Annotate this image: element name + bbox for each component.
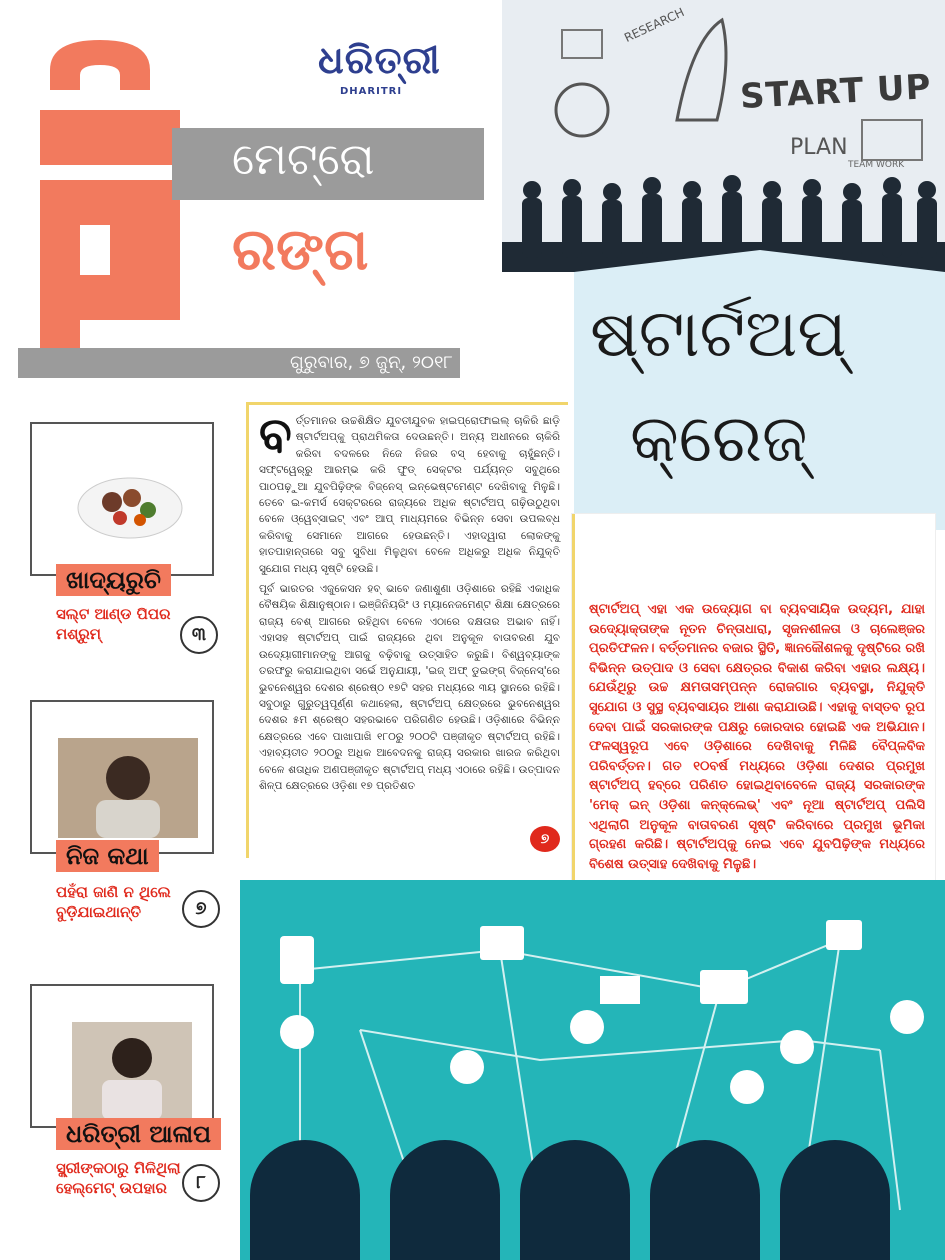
play-icon (280, 1015, 314, 1049)
photo-team-label: TEAM WORK (848, 160, 905, 170)
photo-startup-label: START UP (739, 67, 933, 117)
person-head-silhouette (250, 1140, 360, 1260)
main-article (246, 402, 568, 858)
email-icon (780, 1030, 814, 1064)
section-title: ରଙ୍ଗ (232, 215, 369, 283)
teaser-page-number: ୩ (180, 616, 218, 654)
network-illustration (240, 880, 945, 1260)
newspaper-logo: ଧରିତ୍ରୀ (318, 38, 441, 82)
teaser-text-alapa[interactable]: ସ୍କ୍ରୀଙ୍କଠାରୁ ମିଳିଥିଲା ହେଲ୍‌ମେଟ୍ ଉପହାର (56, 1159, 181, 1197)
highlight-text: ଷ୍ଟାର୍ଟଅପ୍ ଏହା ଏକ ଉଦ୍ୟୋଗ ବା ବ୍ୟବସାୟିକ ଉଦ୍ୟମ, ଯାହା ଉଦ୍ୟୋକ୍ତାଙ୍କ ନୂତନ ଚିନ୍ତାଧାରା, ସୃଜନଶୀଳତା ଓ ଚାଲେଞ୍ଜର ପ୍ରତିଫଳନ। ବର୍ତ୍ତମାନର ବଜାର ସ୍ଥିତି, ଜ୍ଞାନକୌଶଳକୁ ଦୃଷ୍ଟିରେ ରଖି ବିଭିନ୍ନ ଉତ୍ପାଦ ଓ ସେବା କ୍ଷେତ୍ରର ବିକାଶ କରିବା ଏହାର ଲକ୍ଷ୍ୟ। ଯେଉଁଥିରୁ ଉଚ୍ଚ କ୍ଷମତାସମ୍ପନ୍ନ ରୋଜଗାର ବ୍ୟବସ୍ଥା, ନିଯୁକ୍ତି ସୁଯୋଗ ଓ ସୁସ୍ଥ ବ୍ୟବସାୟର ଆଶା କରାଯାଉଛି। ଏହାକୁ ବାସ୍ତବ ରୂପ ଦେବା ପାଇଁ ସରକାରଙ୍କ ପକ୍ଷରୁ ଜୋରଦାର ହୋଇଛି ଏକ ଅଭିଯାନ। ଫଳସ୍ୱରୂପ ଏବେ ଓଡ଼ିଶାରେ ଦେଖିବାକୁ ମିଳିଛି ବୈପ୍ଳବିକ ପରିବର୍ତ୍ତନ। ଗତ ୧୦ବର୍ଷ ମଧ୍ୟରେ ଓଡ଼ିଶା ଦେଶର ପ୍ରମୁଖ ଷ୍ଟାର୍ଟଅପ୍ ହବ୍‌ରେ ପରିଣତ ହୋଇଥିବାବେଳେ ରାଜ୍ୟ ସରକାରଙ୍କ 'ମେକ୍ ଇନ୍ ଓଡ଼ିଶା କନ୍‌କ୍ଲେଭ୍' ଏବଂ ନୂଆ ଷ୍ଟାର୍ଟଅପ୍ ପଲିସି ଏଥିଲାଗି ଅନୁକୂଳ ବାତାବରଣ ସୃଷ୍ଟି କରିବାରେ ପ୍ରମୁଖ ଭୂମିକା ଗ୍ରହଣ କରିଛି। ଷ୍ଟାର୍ଟଅପ୍‌କୁ ନେଇ ଏବେ ଯୁବପିଢ଼ିଙ୍କ ମଧ୍ୟରେ ବିଶେଷ ଉତ୍ସାହ ଦେଖିବାକୁ ମିଳୁଛି। (589, 602, 925, 872)
person-head-silhouette (780, 1140, 890, 1260)
cross-icon: ✕ (192, 300, 214, 330)
issue-date: ଗୁରୁବାର, ୭ ଜୁନ୍, ୨୦୧୮ (290, 352, 453, 373)
teaser-page-number: ୮ (182, 1164, 220, 1202)
portrait-photo (72, 1022, 192, 1120)
photo-research-label: RESEARCH (622, 5, 687, 45)
teaser-box-food[interactable] (30, 422, 214, 576)
teaser-page-number: ୭ (182, 890, 220, 928)
portrait-photo (58, 738, 198, 838)
teaser-box-nija-katha[interactable] (30, 700, 214, 854)
continued-page-badge[interactable]: ୭ (530, 826, 560, 852)
globe-icon (730, 1070, 764, 1104)
person-head-silhouette (390, 1140, 500, 1260)
food-plate-image (70, 458, 190, 548)
person-head-silhouette (520, 1140, 630, 1260)
article-dropcap: ବ (259, 407, 292, 463)
photo-plan-label: PLAN (790, 135, 848, 160)
cross-icon: ✕ (192, 270, 214, 300)
article-paragraph: ପୂର୍ବ ଭାରତର ଏଜୁକେସନ ହବ୍ ଭାବେ ଜଣାଶୁଣା ଓଡ଼ିଶାରେ ରହିଛି ଏକାଧିକ ବୈଷୟିକ ଶିକ୍ଷାନୁଷ୍ଠାନ। ଇଞ୍ଜିନିୟରିଂ ଓ ମ୍ୟାନେଜମେଣ୍ଟ ଶିକ୍ଷା କ୍ଷେତ୍ରରେ ରାଜ୍ୟ ବେଶ୍ ଆଗରେ ରହିଥିବା ବେଳେ ଏଠାରେ ଦକ୍ଷତାର ଅଭାବ ନାହିଁ। ଏହାସହ ଷ୍ଟାର୍ଟଅପ୍ ପାଇଁ ରାଜ୍ୟରେ ଥିବା ଅନୁକୂଳ ବାତାବରଣ ଯୁବ ଉଦ୍ୟୋଗୀମାନଙ୍କୁ ଆଗକୁ ବଢ଼ିବାକୁ ଉତ୍ସାହିତ କରୁଛି। ବିଶ୍ୱବ୍ୟାଙ୍କ ତରଫରୁ କରାଯାଇଥିବା ସର୍ଭେ ଅନୁଯାୟୀ, 'ଇଜ୍ ଅଫ୍ ଡୁଇଙ୍ଗ୍ ବିଜ୍‌ନେସ୍'ରେ ଭୁବନେଶ୍ୱର ଦେଶର ଶ୍ରେଷ୍ଠ ୧୭ଟି ସହର ମଧ୍ୟରେ ୩ୟ ସ୍ଥାନରେ ରହିଛି। ସବୁଠାରୁ ଗୁରୁତ୍ୱପୂର୍ଣ୍ଣ କଥାହେଲା, ଷ୍ଟାର୍ଟଅପ୍ କ୍ଷେତ୍ରରେ ଭୁବନେଶ୍ୱର ଦେଶର ୫ମ ଶ୍ରେଷ୍ଠ ସହରଭାବେ ପରିଗଣିତ ହେଉଛି। ଓଡ଼ିଶାରେ ବିଭିନ୍ନ କ୍ଷେତ୍ରରେ ଏବେ ପାଖାପାଖି ୧୮୦ରୁ ୨୦୦ଟି ପଞ୍ଜୀକୃତ ଷ୍ଟାର୍ଟଅପ୍ ରହିଛି। ଏହାବ୍ୟତୀତ ୨୦୦ରୁ ଅଧିକ ଆବେଦନକୁ ରାଜ୍ୟ ସରକାର ଖାରଜ କରିଥିବା ବେଳେ ଶତାଧିକ ଅଣପଞ୍ଜୀକୃତ ଷ୍ଟାର୍ଟଅପ୍ ମଧ୍ୟ ଏଠାରେ ରହିଛି। ଉତ୍ପାଦନ ଶିଳ୍ପ କ୍ଷେତ୍ରରେ ଓଡ଼ିଶା ୧୭ ପ୍ରତିଶତ (259, 583, 560, 792)
teaser-text-food[interactable]: ସଲ୍‌ଟ ଆଣ୍ଡ ପିପର ମଶ୍ରୁମ୍ (56, 605, 171, 643)
person-head-silhouette (650, 1140, 760, 1260)
section-prefix: ମେଟ୍ରୋ (232, 134, 375, 185)
teaser-box-alapa[interactable] (30, 984, 214, 1128)
teaser-label-alapa[interactable]: ଧରିତ୍ରୀ ଆଳାପ (56, 1118, 221, 1150)
article-paragraph: ର୍ତ୍ତମାନର ଉଚ୍ଚଶିକ୍ଷିତ ଯୁବତୀଯୁବକ ହାଇପ୍ରୋଫାଇଲ୍ ଚାକିରି ଛାଡ଼ି ଷ୍ଟାର୍ଟଅପ୍‌କୁ ପ୍ରାଥମିକତା ଦେଉଛନ୍ତି। ଅନ୍ୟ ଅଧୀନରେ ଚାକିରି କରିବା ବଦଳରେ ନିଜେ ନିଜର ବସ୍ ହେବାକୁ ଚାହୁଁଛନ୍ତି। ସଫ୍‌ଟୱେର୍‌ରୁ ଆରମ୍ଭ କରି ଫୁଡ୍ ସେକ୍ଟର ପର୍ଯ୍ୟନ୍ତ ସବୁଥିରେ ପାଠପଢ଼ୁଆ ଯୁବପିଢ଼ିଙ୍କ ବିଜ୍‌ନେସ୍ ଇନ୍‌ଭେଷ୍ଟମେଣ୍ଟ ଦେଖିବାକୁ ମିଳୁଛି। ତେବେ ଇ-କମର୍ସ ସେକ୍ଟରରେ ରାଜ୍ୟରେ ଅଧିକ ଷ୍ଟାର୍ଟଅପ୍ ଗଢ଼ିଉଠୁଥିବା ବେଳେ ଓ୍ୱେବ୍‌ସାଇଟ୍ ଏବଂ ଆପ୍ ମାଧ୍ୟମରେ ବିଭିନ୍ନ ସେବା ଉପଲବ୍ଧ କରିବାକୁ ସେମାନେ ଆଗରେ ହେଉଛନ୍ତି। ଏହାଦ୍ୱାରା ଲୋକଙ୍କୁ ହାତପାହାନ୍ତାରେ ସବୁ ସୁବିଧା ମିଳୁଥିବା ବେଳେ ଅଧିକରୁ ଅଧିକ ନିଯୁକ୍ତି ସୁଯୋଗ ମଧ୍ୟ ସୃଷ୍ଟି ହେଉଛି। (259, 415, 560, 575)
teaser-label-nija-katha[interactable]: ନିଜ କଥା (56, 840, 159, 872)
newspaper-logo-latin: DHARITRI (340, 86, 403, 97)
section-glyph-graphic (20, 30, 180, 370)
person-icon (570, 1010, 604, 1044)
banner-notch-graphic (574, 250, 945, 290)
headline-line-1: ଷ୍ଟାର୍ଟଅପ୍ (590, 295, 847, 372)
cloud-icon (890, 1000, 924, 1034)
headline-line-2: କ୍ରେଜ୍ (630, 400, 808, 477)
chart-icon (450, 1050, 484, 1084)
teaser-label-food[interactable]: ଖାଦ୍ୟରୁଚି (56, 564, 171, 596)
startup-photo (502, 0, 945, 272)
cross-icon: ✕ (192, 238, 214, 268)
teaser-text-nija-katha[interactable]: ପହଁରା ଜାଣି ନ ଥିଲେ ବୁଡ଼ିଯାଇଥାନ୍ତି (56, 883, 171, 921)
